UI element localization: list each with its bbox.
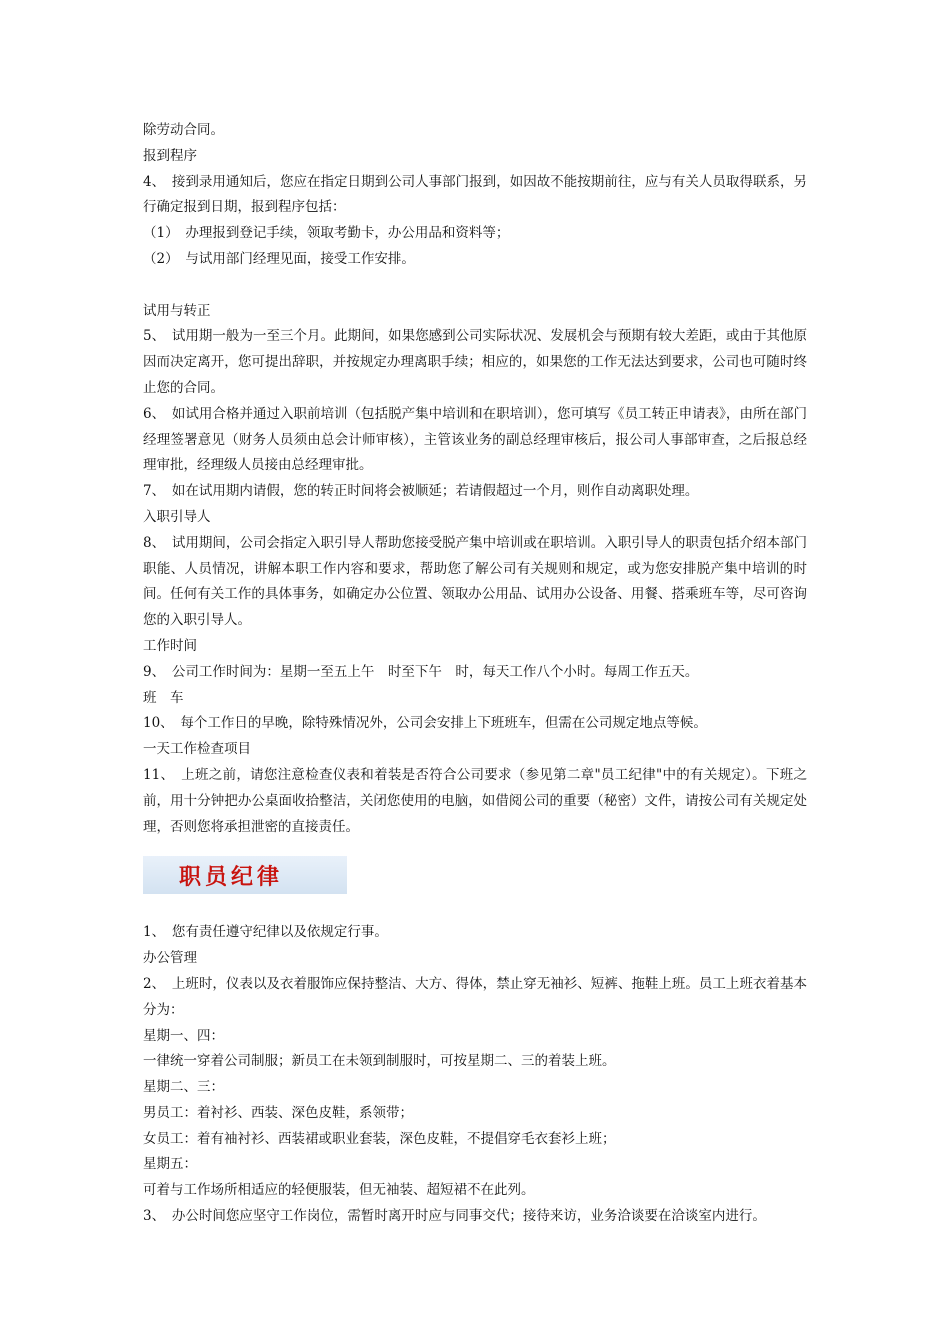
paragraph-6: 6、 如试用合格并通过入职前培训（包括脱产集中培训和在职培训），您可填写《员工转正申请表》，由所在部门经理签署意见（财务人员须由总会计师审核），主管该业务的副总经理审核后，报公司人事部审查，之后报总经理审批，经理级人员接由总经理审批。 <box>143 405 807 474</box>
spacer <box>143 273 807 299</box>
banner-title: 职员纪律 <box>179 864 284 890</box>
paragraph-9: 9、 公司工作时间为：星期一至五上午 时至下午 时，每天工作八个小时。每周工作五天。 <box>143 663 699 680</box>
dress-line: 可着与工作场所相适应的轻便服装，但无袖装、超短裙不在此列。 <box>143 1182 535 1199</box>
section-heading-check: 一天工作检查项目 <box>143 741 251 758</box>
section-heading-hours: 工作时间 <box>143 637 197 654</box>
document-page <box>143 118 807 1230</box>
discipline-item-1: 1、 您有责任遵守纪律以及依规定行事。 <box>143 924 388 941</box>
paragraph-11: 11、 上班之前，请您注意检查仪表和着装是否符合公司要求（参见第二章"员工纪律"中的有关规定）。下班之前，用十分钟把办公桌面收拾整洁，关闭您使用的电脑，如借阅公司的重要（秘密）文件，请按公司有关规定处理，否则您将承担泄密的直接责任。 <box>143 766 807 835</box>
section-heading-office: 办公管理 <box>143 950 197 967</box>
discipline-item-2: 2、 上班时，仪表以及衣着服饰应保持整洁、大方、得体，禁止穿无袖衫、短裤、拖鞋上班。员工上班衣着基本分为： <box>143 975 807 1018</box>
list-item: （2） 与试用部门经理见面，接受工作安排。 <box>143 250 415 267</box>
dress-line: 星期二、三： <box>143 1079 224 1096</box>
paragraph-4: 4、 接到录用通知后，您应在指定日期到公司人事部门报到，如因故不能按期前往，应与有关人员取得联系，另行确定报到日期，报到程序包括： <box>143 173 807 216</box>
paragraph-7: 7、 如在试用期内请假，您的转正时间将会被顺延；若请假超过一个月，则作自动离职处理。 <box>143 483 699 500</box>
paragraph-10: 10、 每个工作日的早晚，除特殊情况外，公司会安排上下班班车，但需在公司规定地点等候。 <box>143 715 707 732</box>
dress-line: 女员工：着有袖衬衫、西装裙或职业套装，深色皮鞋，不提倡穿毛衣套衫上班； <box>143 1130 616 1147</box>
paragraph-5: 5、 试用期一般为一至三个月。此期间，如果您感到公司实际状况、发展机会与预期有较大差距，或由于其他原因而决定离开，您可提出辞职，并按规定办理离职手续；相应的，如果您的工作无法达到要求，公司也可随时终止您的合同。 <box>143 328 807 396</box>
section-heading-bus: 班 车 <box>143 689 184 706</box>
dress-line: 星期五： <box>143 1156 197 1173</box>
list-item: （1） 办理报到登记手续，领取考勤卡，办公用品和资料等； <box>143 225 510 242</box>
dress-line: 星期一、四： <box>143 1027 224 1044</box>
section-banner <box>143 856 347 894</box>
section-heading-guide: 入职引导人 <box>143 508 211 525</box>
paragraph-8: 8、 试用期间，公司会指定入职引导人帮助您接受脱产集中培训或在职培训。入职引导人的职责包括介绍本部门职能、人员情况，讲解本职工作内容和要求，帮助您了解公司有关规则和规定，或为您安排脱产集中培训的时间。任何有关工作的具体事务，如确定办公位置、领取办公用品、试用办公设备、用餐、搭乘班车等，尽可咨询您的入职引导人。 <box>143 534 807 629</box>
dress-line: 男员工：着衬衫、西装、深色皮鞋，系领带； <box>143 1104 413 1121</box>
text-line: 除劳动合同。 <box>143 122 224 138</box>
discipline-item-3: 3、 办公时间您应坚守工作岗位，需暂时离开时应与同事交代；接待来访，业务洽谈要在洽谈室内进行。 <box>143 1208 766 1225</box>
section-heading-report: 报到程序 <box>143 147 197 164</box>
section-heading-trial: 试用与转正 <box>143 302 211 319</box>
dress-line: 一律统一穿着公司制服；新员工在未领到制服时，可按星期二、三的着装上班。 <box>143 1053 616 1070</box>
